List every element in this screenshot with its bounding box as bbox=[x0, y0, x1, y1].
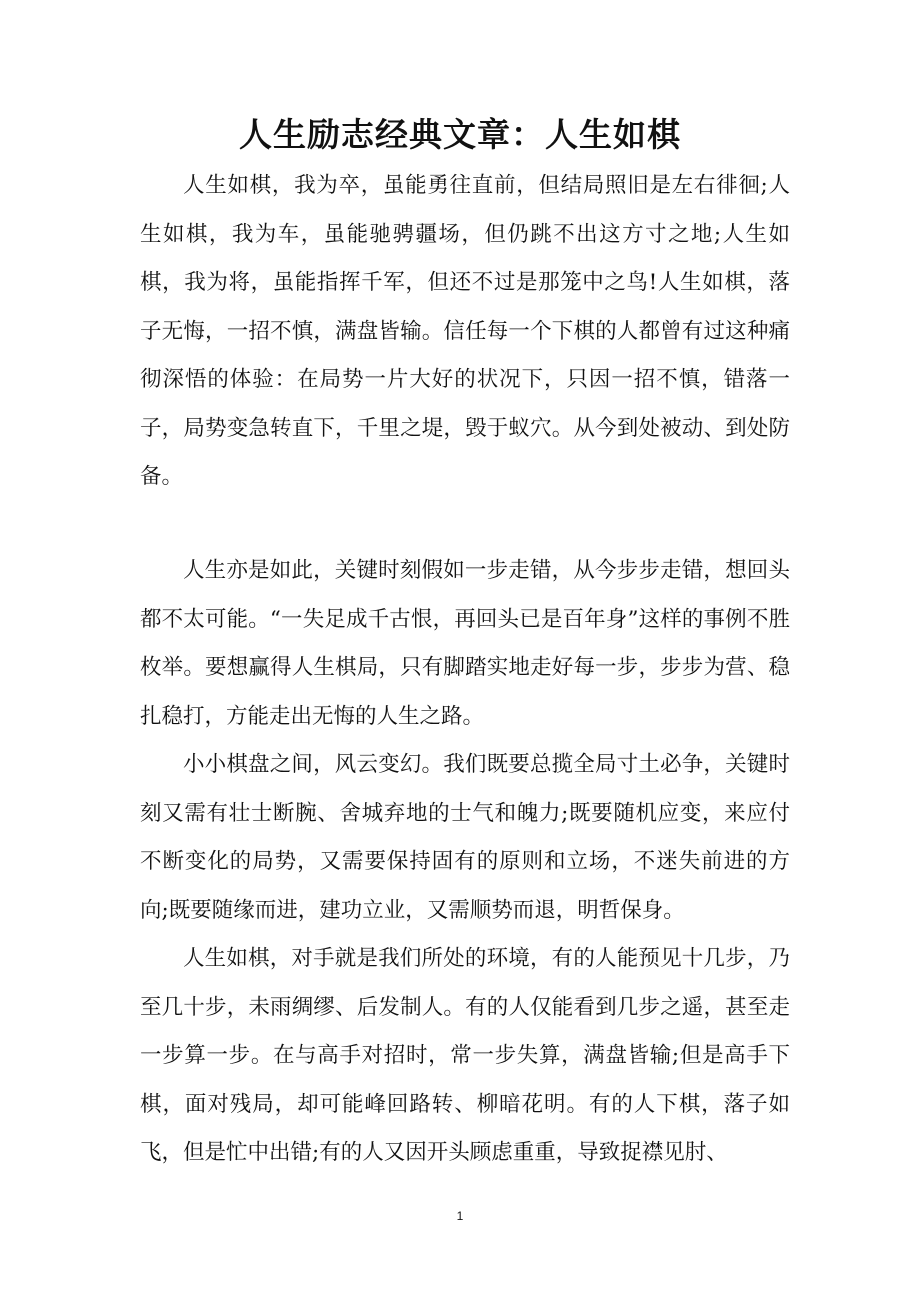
document-title: 人生励志经典文章：人生如棋 bbox=[239, 115, 681, 154]
paragraph-3: 小小棋盘之间，风云变幻。我们既要总揽全局寸土必争，关键时刻又需有壮士断腕、舍城弃地的士气和魄力;既要随机应变，来应付不断变化的局势，又需要保持固有的原则和立场，不迷失前进的方向;既要随缘而进，建功立业，又需顺势而退，明哲保身。 bbox=[140, 752, 790, 923]
paragraph-4: 人生如棋，对手就是我们所处的环境，有的人能预见十几步，乃至几十步，未雨绸缪、后发制人。有的人仅能看到几步之遥，甚至走一步算一步。在与高手对招时，常一步失算，满盘皆输;但是高手下棋，面对残局，却可能峰回路转、柳暗花明。有的人下棋，落子如飞，但是忙中出错;有的人又因开头顾虑重重，导致捉襟见肘、 bbox=[140, 946, 790, 1165]
paragraph-2: 人生亦是如此，关键时刻假如一步走错，从今步步走错，想回头都不太可能。“一失足成千古恨，再回头已是百年身”这样的事例不胜枚举。要想赢得人生棋局，只有脚踏实地走好每一步，步步为营、稳扎稳打，方能走出无悔的人生之路。 bbox=[140, 558, 790, 729]
paragraph-1: 人生如棋，我为卒，虽能勇往直前，但结局照旧是左右徘徊;人生如棋，我为车，虽能驰骋疆场，但仍跳不出这方寸之地;人生如棋，我为将，虽能指挥千军，但还不过是那笼中之鸟!人生如棋，落子无悔，一招不慎，满盘皆输。信任每一个下棋的人都曾有过这种痛彻深悟的体验：在局势一片大好的状况下，只因一招不慎，错落一子，局势变急转直下，千里之堤，毁于蚁穴。从今到处被动、到处防备。 bbox=[140, 173, 790, 489]
page-number: 1 bbox=[456, 1209, 464, 1223]
